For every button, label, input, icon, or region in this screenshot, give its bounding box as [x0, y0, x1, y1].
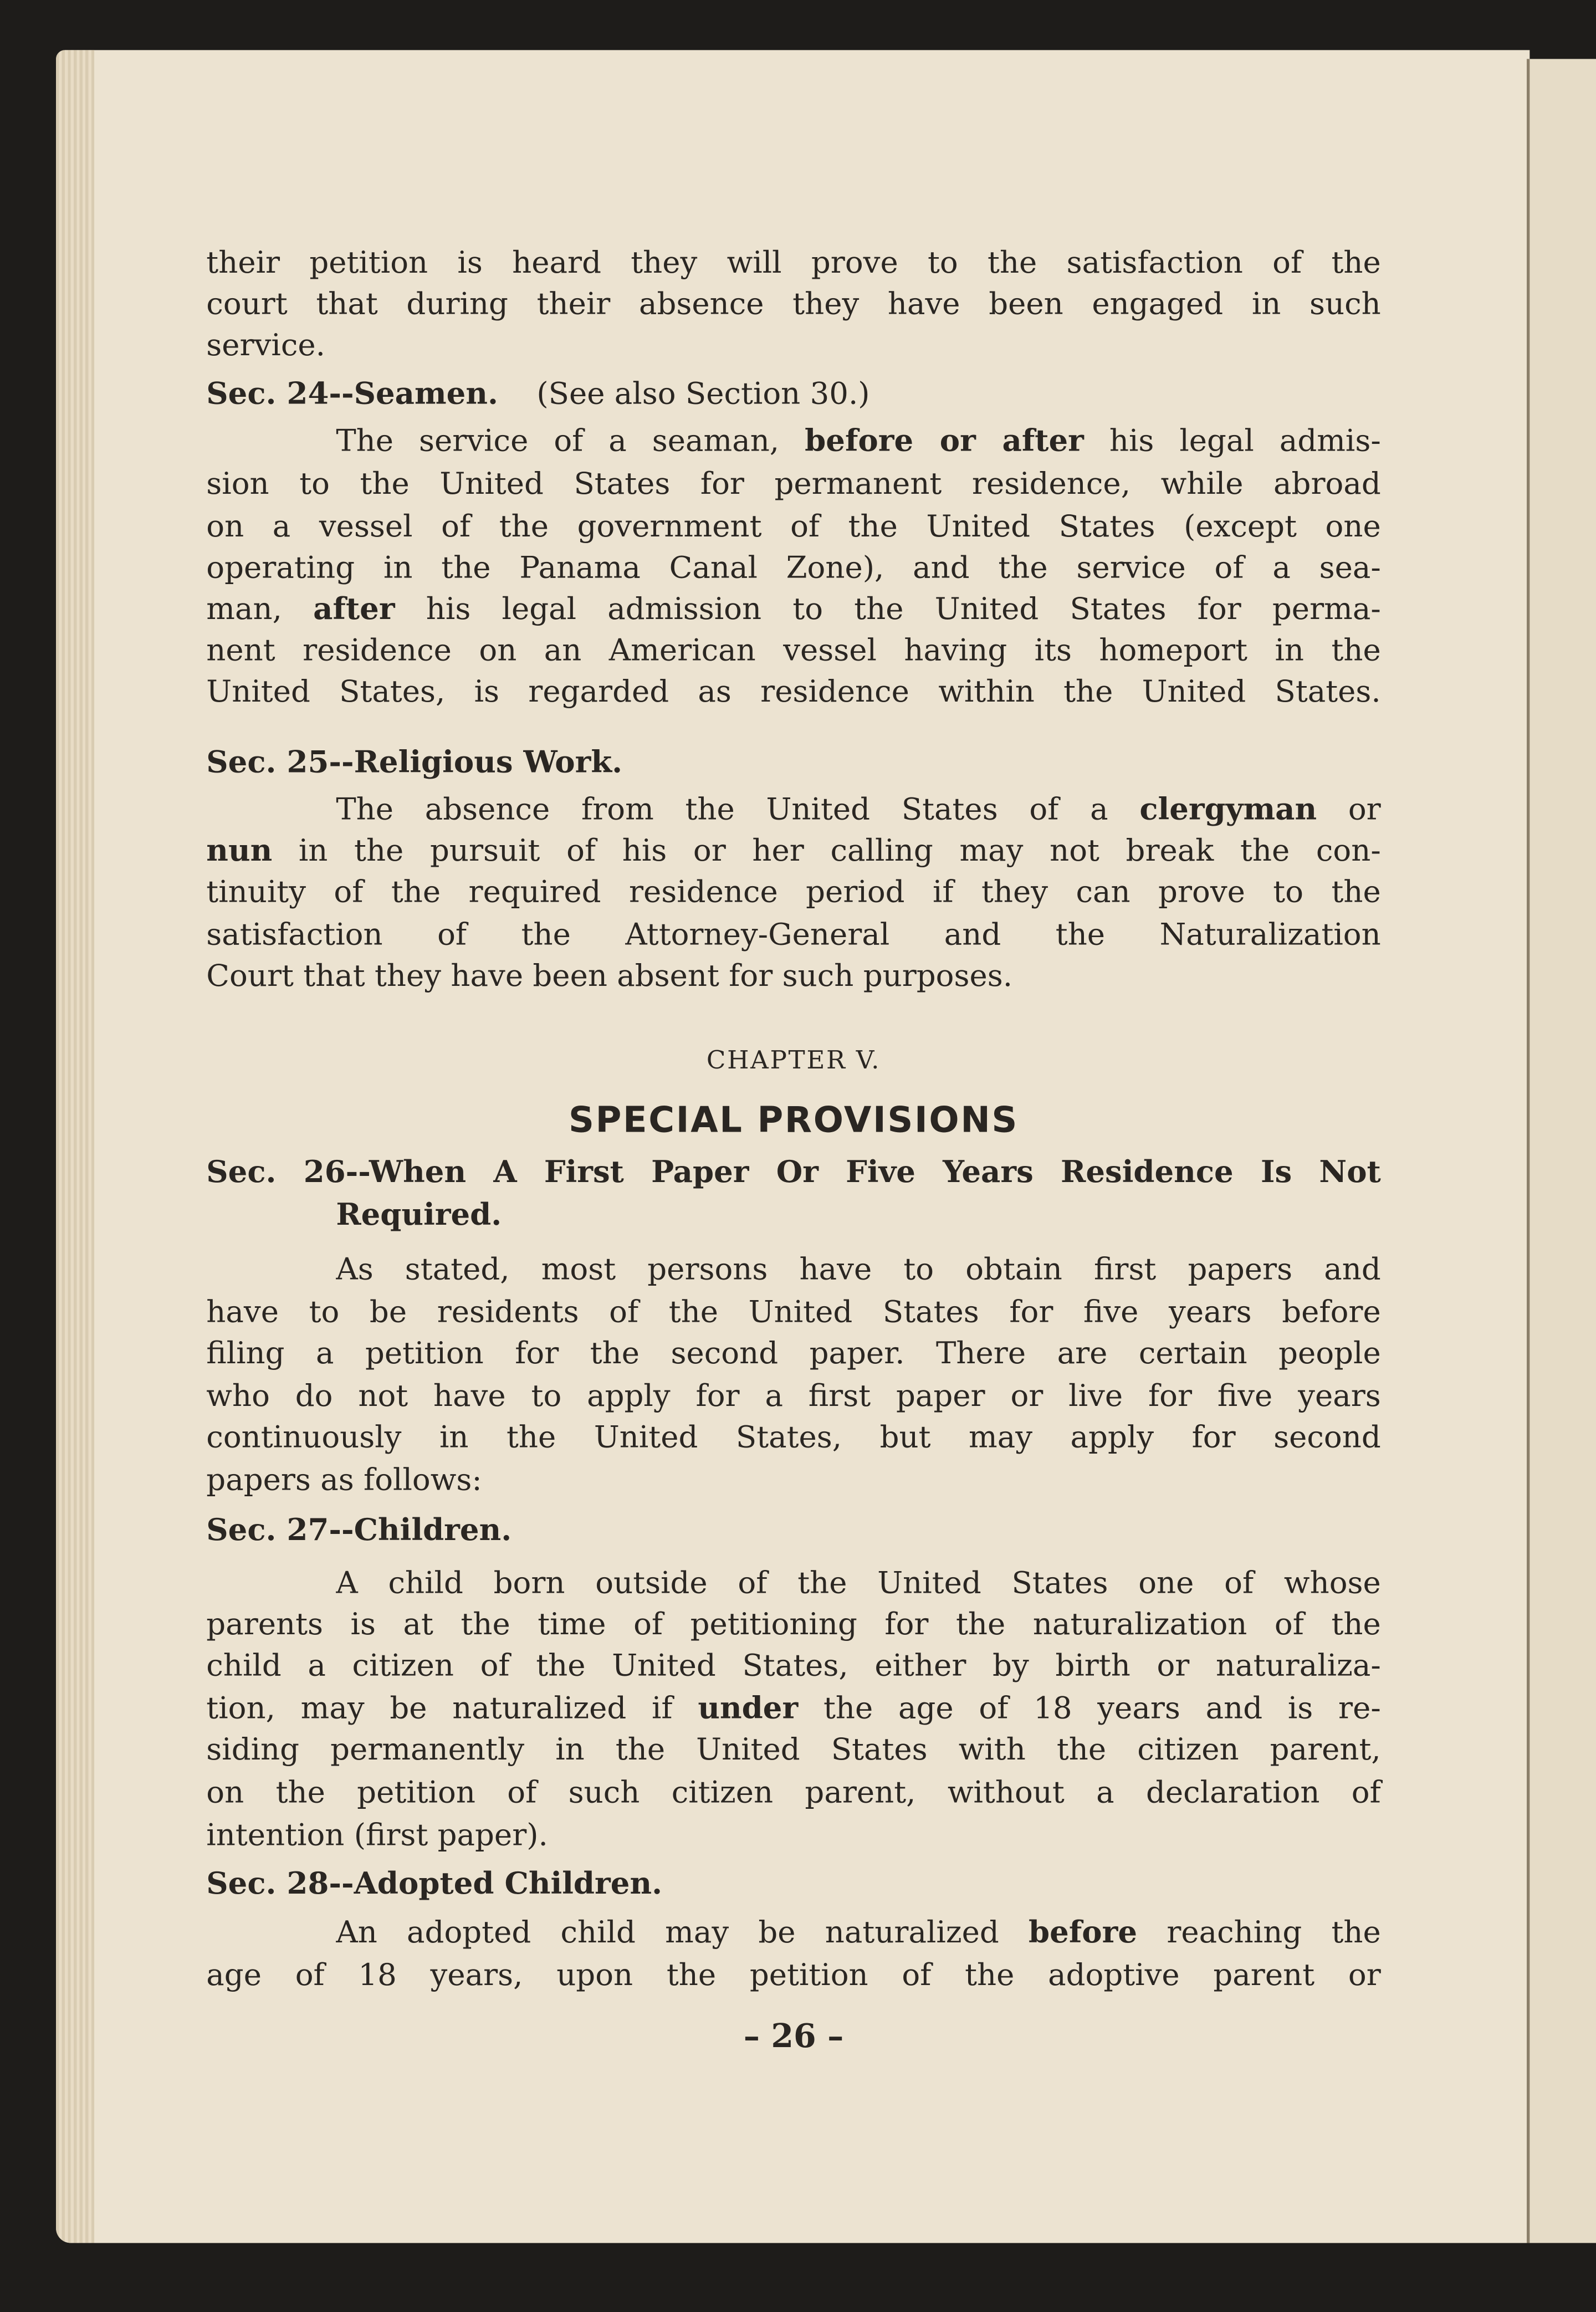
text-span: his legal admis- — [1083, 423, 1381, 459]
bold-text: Required. — [336, 1196, 502, 1232]
text-span: on a vessel of the government of the United States (except one — [206, 508, 1381, 544]
text-line — [206, 1416, 1380, 1457]
bold-text: nun — [206, 832, 273, 868]
text-span: their petition is heard they will prove to the satisfaction of the — [206, 244, 1381, 280]
text-span: parents is at the time of petitioning for the naturalization of the — [206, 1606, 1381, 1642]
text-line — [206, 789, 1380, 830]
text-span: nent residence on an American vessel having its homeport in the — [206, 632, 1381, 668]
text-span: service. — [206, 327, 325, 363]
text-line — [206, 1911, 1380, 1952]
text-line — [206, 283, 1380, 324]
text-line — [206, 1194, 1380, 1235]
text-span: An adopted child may be naturalized — [336, 1914, 1029, 1950]
text-span: Court that they have been absent for such purposes. — [206, 958, 1013, 994]
text-span: man, — [206, 591, 314, 627]
text-line — [206, 830, 1380, 871]
text-span: his legal admission to the United States for perma- — [395, 591, 1381, 627]
text-span: CHAPTER V. — [706, 1046, 881, 1076]
text-span: on the petition of such citizen parent, without a declaration of — [206, 1774, 1381, 1810]
text-line — [206, 1645, 1380, 1686]
text-line — [206, 1291, 1380, 1332]
text-span: papers as follows: — [206, 1462, 482, 1497]
text-line — [206, 1603, 1380, 1644]
text-span: satisfaction of the Attorney-General and the Naturalization — [206, 917, 1381, 952]
text-span: operating in the Panama Canal Zone), and the service of a sea- — [206, 549, 1381, 585]
text-span: reaching the — [1137, 1914, 1381, 1950]
text-line — [206, 1509, 1380, 1550]
page-stack-edge — [56, 50, 94, 2243]
text-line — [206, 588, 1380, 629]
text-span: intention (first paper). — [206, 1817, 548, 1853]
text-line — [206, 1459, 1380, 1500]
text-span: United States, is regarded as residence within the United States. — [206, 673, 1381, 709]
text-span: A child born outside of the United States one of whose — [336, 1565, 1381, 1600]
text-span: sion to the United States for permanent residence, while abroad — [206, 466, 1381, 502]
text-span: continuously in the United States, but may apply for second — [206, 1419, 1381, 1455]
text-line — [206, 463, 1380, 504]
text-span: SPECIAL PROVISIONS — [568, 1099, 1019, 1141]
text-span: The absence from the United States of a — [336, 791, 1140, 827]
text-line — [206, 1248, 1380, 1289]
bold-text: under — [698, 1690, 799, 1726]
text-span: child a citizen of the United States, either by birth or naturaliza- — [206, 1648, 1381, 1683]
bold-text: before or after — [805, 423, 1084, 459]
text-line — [206, 741, 1380, 782]
text-line — [206, 1728, 1380, 1769]
chapter-label — [206, 1040, 1380, 1081]
text-line — [206, 324, 1380, 365]
text-span: in the pursuit of his or her calling may not break the con- — [272, 832, 1381, 868]
text-line — [206, 1562, 1380, 1603]
text-line — [206, 630, 1380, 671]
text-line — [206, 1863, 1380, 1904]
bold-text: Sec. 24--Seamen. — [206, 376, 499, 411]
bold-text: before — [1029, 1914, 1138, 1950]
text-span: have to be residents of the United States for five years before — [206, 1293, 1381, 1329]
text-line — [206, 547, 1380, 588]
bold-text: Sec. 27--Children. — [206, 1512, 512, 1548]
text-line — [206, 1151, 1380, 1192]
bold-text: clergyman — [1139, 791, 1317, 827]
bold-text: after — [313, 591, 395, 627]
bold-text: Sec. 28--Adopted Children. — [206, 1865, 663, 1901]
text-line — [206, 1375, 1380, 1416]
text-span: (See also Section 30.) — [498, 376, 870, 411]
text-line — [206, 955, 1380, 996]
page-number: – 26 – — [743, 2017, 844, 2056]
text-span: or — [1317, 791, 1381, 827]
text-line — [206, 373, 1380, 414]
chapter-title — [206, 1099, 1380, 1140]
text-line — [206, 1687, 1380, 1728]
text-line — [206, 871, 1380, 912]
text-span: tinuity of the required residence period if they can prove to the — [206, 873, 1381, 909]
text-line — [206, 1332, 1380, 1373]
bold-text: Sec. 25--Religious Work. — [206, 744, 623, 780]
text-line — [206, 1954, 1380, 1995]
text-line — [206, 914, 1380, 955]
text-span: As stated, most persons have to obtain first papers and — [336, 1251, 1381, 1287]
text-span: siding permanently in the United States with the citizen parent, — [206, 1731, 1381, 1767]
text-line — [206, 1771, 1380, 1812]
text-span: court that during their absence they have been engaged in such — [206, 285, 1381, 321]
text-span: tion, may be naturalized if — [206, 1690, 698, 1726]
facing-page-edge — [1527, 59, 1596, 2243]
text-span: filing a petition for the second paper. There are certain people — [206, 1335, 1381, 1371]
text-line — [206, 420, 1380, 461]
text-span: age of 18 years, upon the petition of the adoptive parent or — [206, 1957, 1381, 1993]
text-span: who do not have to apply for a first paper or live for five years — [206, 1378, 1381, 1414]
text-line — [206, 1814, 1380, 1855]
text-line — [206, 671, 1380, 712]
text-line — [206, 242, 1380, 283]
text-span: The service of a seaman, — [336, 423, 805, 459]
text-span: the age of 18 years and is re- — [798, 1690, 1381, 1726]
bold-text: Sec. 26--When A First Paper Or Five Years Residence Is Not — [206, 1154, 1381, 1190]
text-line — [206, 505, 1380, 546]
